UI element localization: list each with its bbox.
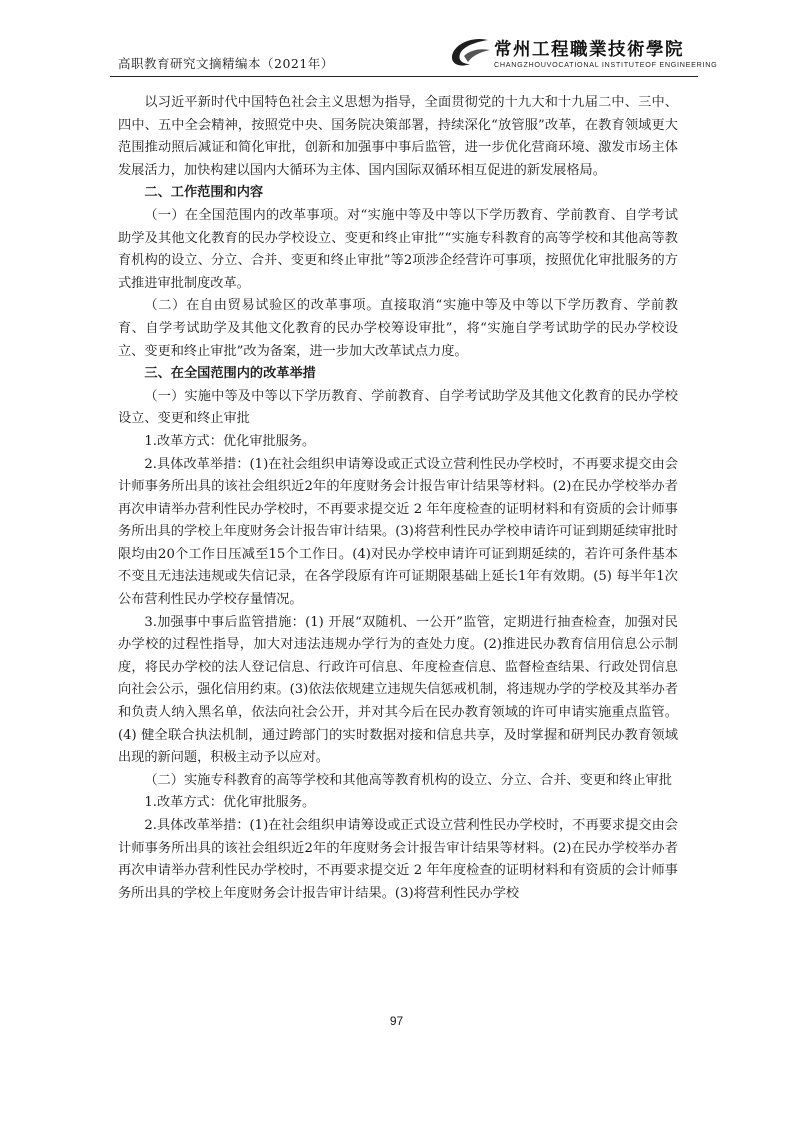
header-divider xyxy=(110,76,698,77)
section-heading-scope: 二、工作范围和内容 xyxy=(144,185,264,201)
paragraph-reform-method-1: 1.改革方式：优化审批服务。 xyxy=(144,433,316,449)
paragraph-supervision-measures: 3.加强事中事后监管措施：(1) 开展“双随机、一公开”监管，定期进行抽查检查，加强对民办学校的过程性指导，加大对违法违规办学行为的查处力度。(2)推进民办教育信用信息公示制度，将民办学校的法人登记信息、行政许可信息、年度检查信息、监督检查结果、行政处罚信息向社会公示，强化信用约束。(3)依法依规建立违规失信惩戒机制，将违规办学的学校及其举办者和负责人纳入黑名单，依法向社会公开，并对其今后在民办教育领域的许可申请实施重点监管。(4) 健全联合执法机制，通过跨部门的实时数据对接和信息共享，及时掌握和研判民办教育领域出现的新问题，积极主动予以应对。 xyxy=(118,614,678,766)
paragraph-reform-measures-1: 2.具体改革举措：(1)在社会组织申请筹设或正式设立营利性民办学校时，不再要求提交由会计师事务所出具的该社会组织近2年的年度财务会计报告审计结果等材料。(2)在民办学校举办者再次申请举办营利性民办学校时，不再要求提交近 2 年年度检查的证明材料和有资质的会计师事务所出具的学校上年度财务会计报告审计结果。(3)将营利性民办学校申请许可证到期延续审批时限均由20个工作日压减至15个工作日。(4)对民办学校申请许可证到期延续的，若许可条件基本不变且无违法违规或失信记录，在各学段原有许可证期限基础上延长1年有效期。(5) 每半年1次公布营利性民办学校存量情况。 xyxy=(118,456,678,608)
page-number: 97 xyxy=(389,1014,404,1028)
logo-chinese-name: 常州工程職業技術學院 xyxy=(494,40,684,60)
subheading-higher-education: （二）实施专科教育的高等学校和其他高等教育机构的设立、分立、合并、变更和终止审批 xyxy=(144,772,672,788)
paragraph-reform-measures-2: 2.具体改革举措：(1)在社会组织申请筹设或正式设立营利性民办学校时，不再要求提交由会计师事务所出具的该社会组织近2年的年度财务会计报告审计结果等材料。(2)在民办学校举办者再次申请举办营利性民办学校时，不再要求提交近 2 年年度检查的证明材料和有资质的会计师事务所出具的学校上年度财务会计报告审计结果。(3)将营利性民办学校 xyxy=(118,818,678,901)
document-body xyxy=(118,92,678,905)
paragraph-national-scope: （一）在全国范围内的改革事项。对“实施中等及中等以下学历教育、学前教育、自学考试助学及其他文化教育的民办学校设立、变更和终止审批”“实施专科教育的高等学校和其他高等教育机构的设立、分立、合并、变更和终止审批”等2项涉企经营许可事项，按照优化审批服务的方式推进审批制度改革。 xyxy=(118,207,678,291)
swoosh-logo-icon xyxy=(448,34,492,74)
logo-english-name: CHANGZHOUVOCATIONAL INSTITUTEOF ENGINEERING xyxy=(494,60,718,69)
page-header xyxy=(110,32,718,78)
paragraph-intro: 以习近平新时代中国特色社会主义思想为指导，全面贯彻党的十九大和十九届二中、三中、四中、五中全会精神，按照党中央、国务院决策部署，持续深化“放管服”改革，在教育领域更大范围推动照后减证和简化审批，创新和加强事中事后监管，进一步优化营商环境、激发市场主体发展活力，加快构建以国内大循环为主体、国内国际双循环相互促进的新发展格局。 xyxy=(118,95,678,178)
section-heading-measures: 三、在全国范围内的改革举措 xyxy=(144,366,316,382)
paragraph-free-trade-zone: （二）在自由贸易试验区的改革事项。直接取消“实施中等及中等以下学历教育、学前教育、自学考试助学及其他文化教育的民办学校筹设审批”，将“实施自学考试助学的民办学校设立、变更和终止审批”改为备案，进一步加大改革试点力度。 xyxy=(118,298,678,359)
running-header-title: 高职教育研究文摘精编本（2021年） xyxy=(118,56,334,71)
college-logo xyxy=(448,32,718,76)
paragraph-reform-method-2: 1.改革方式：优化审批服务。 xyxy=(144,795,316,811)
subheading-secondary-private-schools: （一）实施中等及中等以下学历教育、学前教育、自学考试助学及其他文化教育的民办学校设立、变更和终止审批 xyxy=(118,388,678,427)
